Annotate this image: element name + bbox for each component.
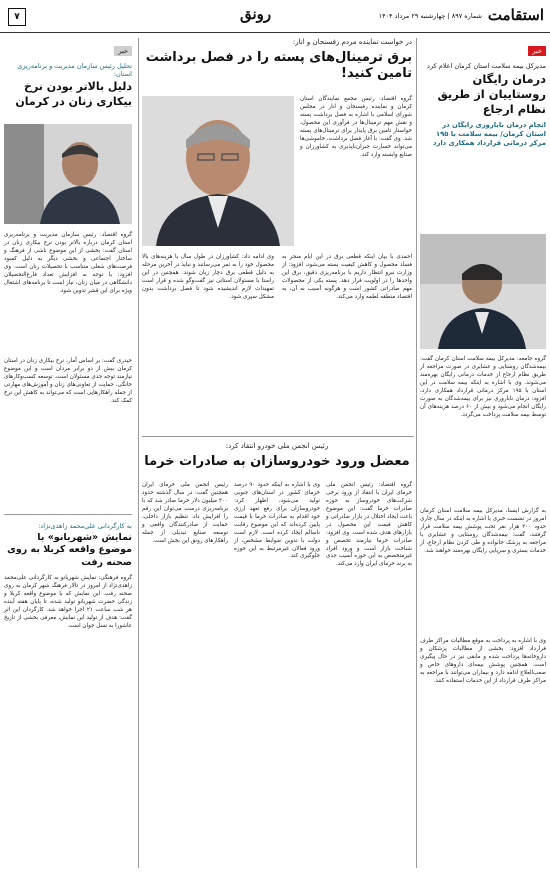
masthead <box>0 0 550 33</box>
kicker: رئیس انجمن ملی خودرو انتقاد کرد: <box>225 442 329 450</box>
news-badge: خبر <box>528 46 546 56</box>
column-divider <box>138 38 139 868</box>
body-text: احمدی با بیان اینکه قطعی برق در این ایام منجر به فساد محصول و کاهش کیفیت پسته می‌شود، افزود: از وزارت نیرو انتظار داریم با برنامه‌ریزی دقیق، برق این واحدها را در اولویت قرار دهد. پسته یکی از محصولات مهم صادراتی کشور است و هرگونه آسیب به آن، به اقتصاد منطقه لطمه وارد می‌کند. <box>282 254 412 300</box>
deck: انجام درمان ناباروری رایگان در استان کرمان/ بیمه سلامت با ۱۹۵ مرکز درمانی قرارداد همکاری دارد <box>432 120 546 147</box>
headline: دلیل بالاتر بودن نرخ بیکاری زنان در کرمان <box>15 80 132 108</box>
section-title: رونق <box>240 5 272 23</box>
headline: درمان رایگان روستاییان از طریق نظام ارجاع <box>437 72 546 116</box>
row-divider <box>142 436 414 437</box>
body-text: به گزارش ایسنا، مدیرکل بیمه سلامت استان کرمان امروز در نشست خبری با اشاره به اینکه در سال جاری حدود ۲۰۰ هزار نفر تحت پوشش بیمه سلامت قرار گرفتند، گفت: بیمه‌شدگان روستایی و عشایری با مراجعه به پزشک خانواده و طی کردن نظام ارجاع، از خدمات بستری و سرپایی رایگان بهره‌مند خواهند شد. <box>420 508 546 554</box>
body-text: گروه اقتصاد: رئیس انجمن ملی خرمای ایران با انتقاد از ورود برخی شرکت‌های خودروساز به حوزه صادرات خرما گفت: این موضوع باعث ایجاد اختلال در بازار صادراتی و کاهش قیمت این محصول در بازارهای هدف شده است. وی افزود: صادرات خرما نیازمند تخصص و شناخت بازار است و ورود افراد غیرمتخصص به این حوزه آسیب جدی به برند خرمای ایران وارد می‌کند. <box>326 482 412 568</box>
body-text: گروه اقتصاد: رئیس مجمع نمایندگان استان کرمان و نماینده رفسنجان و انار در مجلس شورای اسلامی با اشاره به فصل برداشت پسته و نقش مهم ترمینال‌ها در فرآوری این محصول، خواستار تامین برق پایدار برای ترمینال‌های پسته شد. وی گفت: با آغاز فصل برداشت، خاموشی‌ها می‌تواند خسارت جبران‌ناپذیری به کشاورزان و صنایع وابسته وارد کند. <box>300 96 412 158</box>
body-text: وی با اشاره به پرداخت به موقع مطالبات مراکز طرف قرارداد افزود: بخشی از مطالبات پزشکان و داروخانه‌ها پرداخت شده و مابقی نیز در حال پیگیری است. همچنین پوشش بیمه‌ای داروهای خاص و صعب‌العلاج ادامه دارد و بیماران می‌توانند با مراجعه به مراکز طرف قرارداد از این خدمات استفاده کنند. <box>420 638 546 684</box>
kicker: به کارگردانی علی‌محمد زاهدی‌نژاد: <box>38 522 132 530</box>
article-photo <box>142 96 294 246</box>
issue-line: شماره ۸۹۷ | چهارشنبه ۲۹ مرداد ۱۴۰۴ <box>378 12 482 20</box>
middle-article <box>142 38 412 433</box>
page-number: ۷ <box>8 8 26 26</box>
newspaper-logo: استقامت <box>487 6 544 24</box>
column-divider <box>416 38 417 868</box>
right-column <box>420 38 546 868</box>
person-photo-icon <box>142 96 294 246</box>
person-photo-icon <box>4 124 132 224</box>
kicker: در خواست نماینده مردم رفسنجان و انار: <box>292 38 412 46</box>
headline: نمایش «شهریانو» با موضوع واقعه کربلا به روی صحنه رفت <box>7 532 132 568</box>
body-text: وی ادامه داد: کشاورزان در طول سال با هزینه‌های بالا محصول خود را به ثمر می‌رسانند و نباید در آخرین مرحله به دلیل قطعی برق دچار زیان شوند. همچنین در این راستا با مسئولان استانی نیز گفت‌وگو شده و قرار است تمهیدات لازم اندیشیده شود تا فصل برداشت بدون مشکل سپری شود. <box>142 254 274 300</box>
kicker: مدیرکل بیمه سلامت استان کرمان اعلام کرد <box>427 62 546 70</box>
bottom-article <box>142 442 412 868</box>
body-text: حیدری گفت: بر اساس آمار، نرخ بیکاری زنان در استان کرمان بیش از دو برابر مردان است و این موضوع نیازمند توجه جدی مسئولان است. توسعه کسب‌وکارهای خانگی، حمایت از تعاونی‌های زنان و آموزش‌های مهارتی از جمله راهکارهایی است که می‌تواند به کاهش این نرخ کمک کند. <box>4 358 132 404</box>
news-badge: خبر <box>114 46 132 56</box>
kicker: تحلیل رئیس سازمان مدیریت و برنامه‌ریزی استان: <box>17 62 132 79</box>
body-text: وی با اشاره به اینکه حدود ۹۰ درصد خرمای کشور در استان‌های جنوبی تولید می‌شود، اظهار کرد: خودروسازان برای رفع تعهد ارزی خود اقدام به صادرات خرما با قیمت پایین کرده‌اند که این موضوع رقابت ناسالم ایجاد کرده است. لازم است دولت با تدوین ضوابط مشخص، از ورود فعالان غیرمرتبط به این حوزه جلوگیری کند. <box>234 482 320 560</box>
culture-article <box>4 522 132 631</box>
article-photo <box>420 234 546 349</box>
row-divider <box>4 514 132 515</box>
person-photo-icon <box>420 234 546 349</box>
article-photo <box>4 124 132 224</box>
body-text: گروه جامعه: مدیرکل بیمه سلامت استان کرمان گفت: بیمه‌شدگان روستایی و عشایری در صورت مراجعه از طریق نظام ارجاع از خدمات درمانی رایگان بهره‌مند می‌شوند. وی با اشاره به اینکه بیمه سلامت در این استان با ۱۹۵ مرکز درمانی قرارداد همکاری دارد، افزود: درمان ناباروری نیز برای بیمه‌شدگان به صورت رایگان انجام می‌شود و بیش از ۶۰ درصد هزینه‌های آن توسط بیمه سلامت پرداخت می‌گردد. <box>420 356 546 418</box>
body-text: گروه فرهنگی: نمایش شهریانو به کارگردانی علی‌محمد زاهدی‌نژاد از امروز در تالار فرهنگ شهر کرمان به روی صحنه رفت. این نمایش که با موضوع واقعه کربلا و زندگی حضرت شهربانو تولید شده، تا پایان هفته آینده هر شب ساعت ۲۱ اجرا خواهد شد. کارگردان این اثر گفت: هدف از تولید این نمایش، معرفی بخشی از تاریخ عاشورا به نسل جوان است. <box>4 575 132 629</box>
body-text: گروه اقتصاد: رئیس سازمان مدیریت و برنامه‌ریزی استان کرمان درباره بالاتر بودن نرخ بیکاری زنان در استان گفت: بخشی از این موضوع ناشی از فرهنگ و ساختار اجتماعی و بخشی دیگر به دلیل کمبود فرصت‌های شغلی متناسب با تحصیلات زنان است. وی افزود: با توجه به افزایش تعداد فارغ‌التحصیلان دانشگاهی در میان زنان، نیاز است تا برنامه‌های اشتغال ویژه برای این قشر تدوین شود. <box>4 232 132 294</box>
headline: معضل ورود خودروسازان به صادرات خرما <box>144 453 410 469</box>
left-column <box>4 38 132 868</box>
headline: برق ترمینال‌های پسته را در فصل برداشت تامین کنید! <box>145 49 412 81</box>
body-text: رئیس انجمن ملی خرمای ایران همچنین گفت: در سال گذشته حدود ۳۰۰ میلیون دلار خرما صادر شد که با برنامه‌ریزی درست می‌توان این رقم را افزایش داد. تنظیم بازار داخلی، حمایت از صادرکنندگان واقعی و توسعه صنایع تبدیلی از جمله راهکارهای رونق این بخش است. <box>142 482 228 544</box>
